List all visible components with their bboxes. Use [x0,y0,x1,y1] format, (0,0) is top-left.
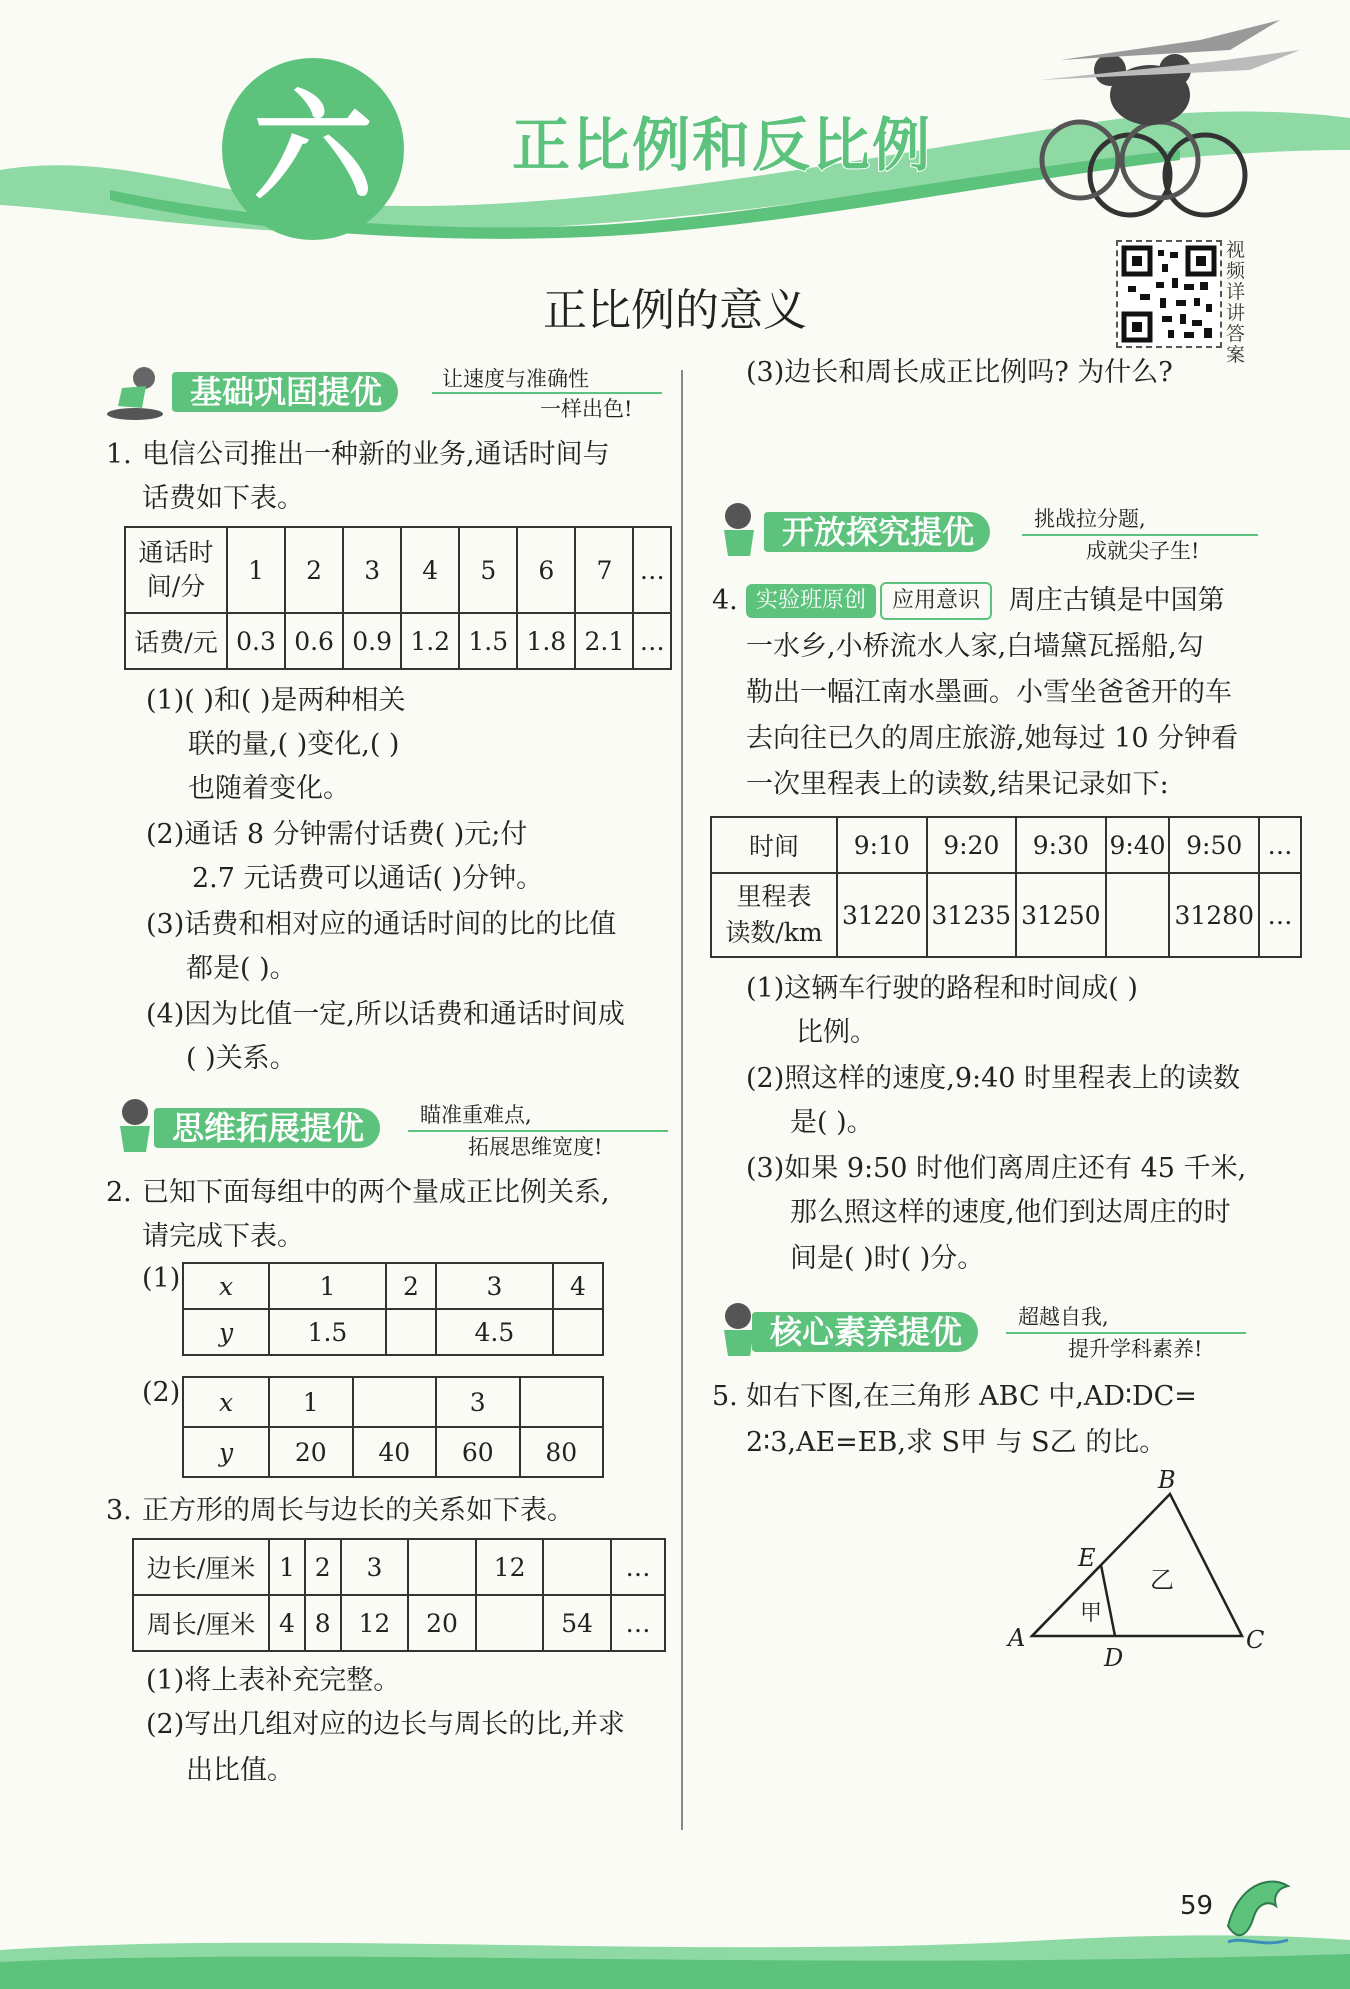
table-header-cell: y [183,1427,269,1477]
section-title: 开放探究提优 [764,512,990,552]
q1-part-4-line-2: ( )关系。 [186,1043,297,1074]
q3-stem: 正方形的周长与边长的关系如下表。 [142,1495,574,1526]
table-cell [553,1309,603,1355]
table-cell: … [611,1595,665,1651]
table-cell: 2 [386,1263,436,1309]
table-cell: 4.5 [436,1309,553,1355]
table-header-cell: 时间 [711,817,837,873]
table-cell: 3 [341,1539,409,1595]
column-divider [681,370,683,1830]
table-cell: 4 [401,527,459,613]
table-cell: 5 [459,527,517,613]
q2-table-1 [182,1262,604,1356]
question-number: 1. [106,439,132,470]
table-cell: 1.2 [401,613,459,669]
table-cell: 1.8 [517,613,575,669]
q4-part-1-line-1: (1)这辆车行驶的路程和时间成( ) [746,973,1138,1004]
table-cell: 1 [269,1377,353,1427]
table-cell: 9:10 [837,817,927,873]
page-number: 59 [1180,1891,1214,1921]
footer-band [0,1900,1350,1989]
slogan-line-2: 拓展思维宽度! [468,1135,603,1159]
table-cell: 60 [436,1427,520,1477]
table-cell [353,1377,437,1427]
q4-part-3-line-1: (3)如果 9:50 时他们离周庄还有 45 千米, [746,1153,1247,1184]
table-header-cell: x [183,1377,269,1427]
table-cell: … [633,613,671,669]
section-thinking [102,1103,682,1159]
table-cell [543,1539,611,1595]
table-cell: 9:20 [927,817,1017,873]
unit-number-badge: 六 [222,58,404,240]
q1-part-1-line-2: 联的量,( )变化,( ) [188,729,400,760]
table-cell: 31220 [837,873,927,957]
region-yi-label: 乙 [1150,1566,1174,1594]
table-cell: 2 [285,527,343,613]
q1-part-3-line-2: 都是( )。 [186,953,297,984]
q2-table-2-label: (2) [142,1377,181,1408]
table-cell: 12 [341,1595,409,1651]
table-cell: 0.6 [285,613,343,669]
slogan-line-1: 让速度与准确性 [442,367,589,391]
point-e-label: E [1078,1544,1096,1572]
table-cell: 8 [305,1595,341,1651]
tag-application: 应用意识 [880,582,992,620]
q1-stem-line-2: 话费如下表。 [142,483,304,514]
table-cell: 20 [408,1595,476,1651]
table-cell: 54 [543,1595,611,1651]
slogan-line-2: 成就尖子生! [1086,539,1200,563]
question-number: 3. [106,1495,132,1526]
q4-part-3-line-3: 间是( )时( )分。 [790,1243,985,1274]
q1-part-3-line-1: (3)话费和相对应的通话时间的比的比值 [146,909,617,940]
slogan-line-1: 瞄准重难点, [420,1103,532,1127]
q3-table [132,1538,666,1652]
section-title: 基础巩固提优 [172,372,398,412]
table-cell [386,1309,436,1355]
q1-part-2-line-2: 2.7 元话费可以通话( )分钟。 [192,863,544,894]
q4-stem-line-5: 一次里程表上的读数,结果记录如下: [746,769,1169,800]
question-number: 4. [712,585,738,616]
table-cell: 3 [436,1377,520,1427]
segment-ed [1101,1565,1115,1636]
table-header-cell: 里程表 读数/km [711,873,837,957]
section-basic [102,367,682,421]
slogan-line-2: 提升学科素养! [1068,1337,1203,1361]
vertex-b-label: B [1158,1466,1176,1494]
triangle-abc [1032,1494,1242,1636]
table-cell: 0.3 [227,613,285,669]
q3-part-3: (3)边长和周长成正比例吗? 为什么? [746,357,1173,388]
q2-stem-line-1: 已知下面每组中的两个量成正比例关系, [142,1177,610,1208]
q3-part-1: (1)将上表补充完整。 [146,1665,401,1696]
table-cell [408,1539,476,1595]
table-cell: 1 [269,1539,305,1595]
section-title: 核心素养提优 [752,1312,978,1352]
q3-part-2-line-1: (2)写出几组对应的边长与周长的比,并求 [146,1709,625,1740]
table-cell [476,1595,544,1651]
q4-stem-line-2: 一水乡,小桥流水人家,白墙黛瓦摇船,勾 [746,631,1204,662]
q1-part-1-line-1: (1)( )和( )是两种相关 [146,685,406,716]
skateboard-kid-icon [102,358,168,424]
table-cell: 3 [343,527,401,613]
tag-original: 实验班原创 [746,584,876,618]
slogan-line-2: 一样出色! [540,397,633,421]
table-cell: 1 [269,1263,386,1309]
region-jia-label: 甲 [1080,1601,1103,1626]
table-header-cell: 话费/元 [125,613,227,669]
q2-table-1-label: (1) [142,1263,181,1294]
q2-table-2 [182,1376,604,1478]
q4-part-2-line-2: 是( )。 [790,1107,874,1138]
table-cell: 31280 [1169,873,1259,957]
q4-part-3-line-2: 那么照这样的速度,他们到达周庄的时 [790,1197,1231,1228]
table-cell: 9:40 [1106,817,1170,873]
slogan-line-1: 挑战拉分题, [1034,507,1146,531]
slogan-line-1: 超越自我, [1018,1305,1109,1329]
table-header-cell: x [183,1263,269,1309]
table-cell: 4 [269,1595,305,1651]
vertex-c-label: C [1246,1626,1265,1654]
slogan-underline [1006,1332,1246,1334]
table-cell: 3 [436,1263,553,1309]
unit-title: 正比例和反比例 [512,111,933,179]
vertex-a-label: A [1008,1624,1026,1652]
dolphin-icon [1218,1866,1298,1956]
q4-part-1-line-2: 比例。 [796,1017,877,1048]
table-cell: 2 [305,1539,341,1595]
q2-stem-line-2: 请完成下表。 [142,1221,304,1252]
q4-part-2-line-1: (2)照这样的速度,9:40 时里程表上的读数 [746,1063,1241,1094]
table-header-cell: 通话时 间/分 [125,527,227,613]
slogan-underline [1022,534,1258,536]
table-cell: 0.9 [343,613,401,669]
table-cell: 80 [520,1427,604,1477]
q1-part-1-line-3: 也随着变化。 [188,773,350,804]
lesson-title: 正比例的意义 [543,285,807,336]
triangle-figure [1000,1466,1280,1666]
table-cell: 20 [269,1427,353,1477]
table-header-cell: 周长/厘米 [133,1595,269,1651]
table-cell: 31250 [1016,873,1106,957]
q4-stem-line-3: 勒出一幅江南水墨画。小雪坐爸爸开的车 [746,677,1232,708]
table-cell: 2.1 [575,613,633,669]
question-number: 2. [106,1177,132,1208]
qr-label: 视频详讲答案 [1226,239,1246,366]
table-cell: 31235 [927,873,1017,957]
q4-table [710,816,1302,958]
table-cell [1106,873,1170,957]
q4-stem-line-1: 实验班原创 应用意识 周庄古镇是中国第 [746,582,1225,620]
section-core [708,1305,1268,1361]
table-cell: … [611,1539,665,1595]
table-cell: 4 [553,1263,603,1309]
q1-stem-line-1: 电信公司推出一种新的业务,通话时间与 [142,439,610,470]
table-header-cell: y [183,1309,269,1355]
table-cell: 40 [353,1427,437,1477]
table-cell: … [633,527,671,613]
table-cell: 1 [227,527,285,613]
q1-part-2-line-1: (2)通话 8 分钟需付话费( )元;付 [146,819,528,850]
section-open [708,507,1268,563]
table-cell: 9:30 [1016,817,1106,873]
table-cell: 6 [517,527,575,613]
q1-part-4-line-1: (4)因为比值一定,所以话费和通话时间成 [146,999,625,1030]
q5-stem-line-2: 2∶3,AE=EB,求 S甲 与 S乙 的比。 [746,1427,1167,1458]
table-cell [520,1377,604,1427]
table-cell: … [1259,873,1301,957]
q5-stem-line-1: 如右下图,在三角形 ABC 中,AD∶DC= [746,1381,1197,1412]
point-d-label: D [1104,1644,1124,1666]
table-cell: 1.5 [269,1309,386,1355]
section-title: 思维拓展提优 [154,1108,380,1148]
table-cell: 7 [575,527,633,613]
table-cell: … [1259,817,1301,873]
q4-stem-line-4: 去向往已久的周庄旅游,她每过 10 分钟看 [746,723,1239,754]
q1-table [124,526,672,670]
slogan-underline [408,1130,668,1132]
table-header-cell: 边长/厘米 [133,1539,269,1595]
question-number: 5. [712,1381,738,1412]
table-cell: 9:50 [1169,817,1259,873]
slogan-underline [432,392,662,394]
table-cell: 12 [476,1539,544,1595]
table-cell: 1.5 [459,613,517,669]
q3-part-2-line-2: 出比值。 [186,1755,294,1786]
